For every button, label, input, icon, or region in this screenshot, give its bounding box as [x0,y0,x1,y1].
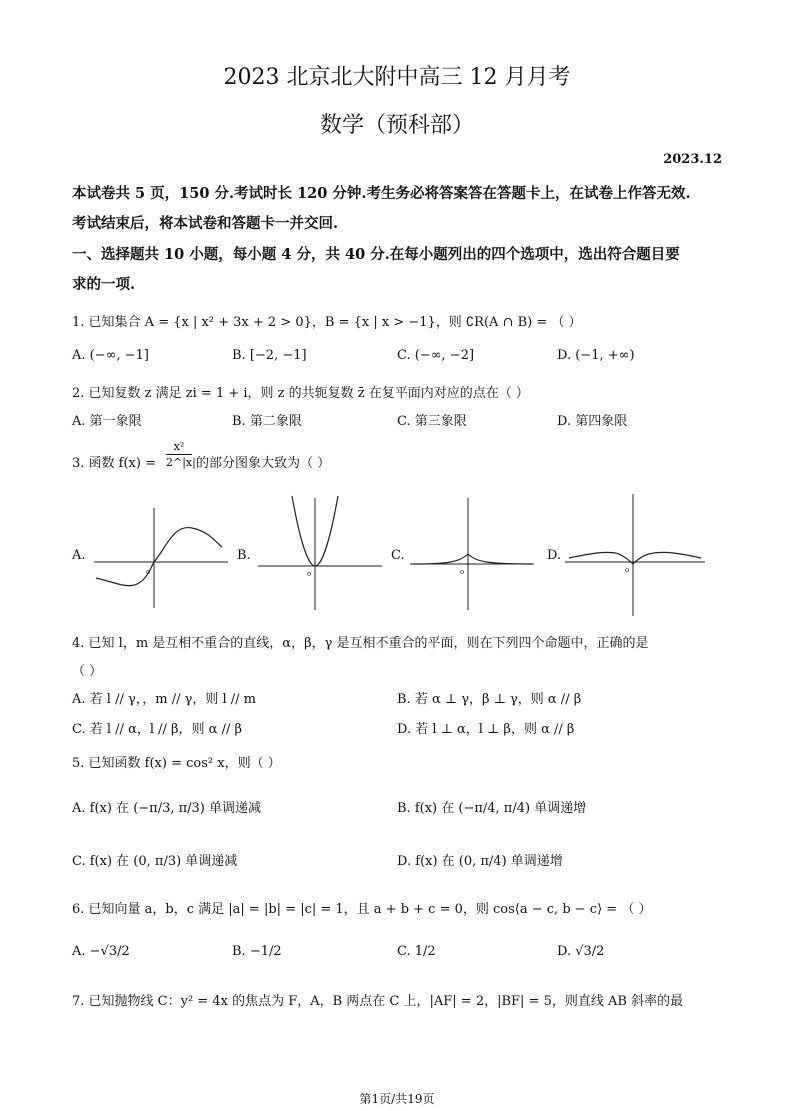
question-2-option-d: D. 第四象限 [557,414,628,429]
question-1-option-b: B. [−2, −1] [232,348,307,363]
question-2-stem: 2. 已知复数 z 满足 zi = 1 + i，则 z 的共轭复数 z̄ 在复平面内对应的点在（ ） [72,386,529,401]
question-3-stem-prefix: 3. 函数 f(x) = [72,456,156,471]
question-3-stem-suffix: 的部分图象大致为（ ） [196,456,331,471]
question-5-option-a: A. f(x) 在 (−π/3, π/3) 单调递减 [72,801,262,816]
question-3-graph-a [92,500,232,610]
question-3-graph-d [563,492,708,617]
question-3-option-c-label: C. [391,548,405,563]
question-4-option-a: A. 若 l // γ，，m // γ，则 l // m [72,692,256,707]
exam-date: 2023.12 [663,152,722,167]
question-1-stem: 1. 已知集合 A = {x | x² + 3x + 2 > 0}，B = {x | x > −1}，则 ∁R(A ∩ B) = （ ） [72,315,582,330]
question-2-option-a: A. 第一象限 [72,414,142,429]
svg-text:o: o [307,570,312,578]
page-footer: 第1页/共19页 [359,1092,435,1106]
question-3-graph-b [256,492,386,612]
question-6-option-c: C. 1/2 [397,944,436,959]
question-3-option-a-label: A. [72,548,86,563]
question-5-stem: 5. 已知函数 f(x) = cos² x，则（ ） [72,756,281,771]
question-3-graph-c [408,492,538,612]
question-2-option-c: C. 第三象限 [397,414,467,429]
section-heading-line-1: 一、选择题共 10 小题，每小题 4 分，共 40 分.在每小题列出的四个选项中，选出符合题目要 [72,246,680,263]
instructions-line-2: 考试结束后，将本试卷和答题卡一并交回. [72,215,339,232]
question-4-option-d: D. 若 l ⊥ α，l ⊥ β，则 α // β [397,722,575,737]
question-1-option-a: A. (−∞, −1] [72,348,149,363]
question-3-fraction [166,440,196,469]
page-title: 2023 北京北大附中高三 12 月月考 [223,65,571,90]
question-5-option-c: C. f(x) 在 (0, π/3) 单调递减 [72,854,238,869]
section-heading-line-2: 求的一项. [72,276,136,293]
question-4-option-b: B. 若 α ⊥ γ，β ⊥ γ，则 α // β [397,692,582,707]
question-5-option-b: B. f(x) 在 (−π/4, π/4) 单调递增 [397,801,587,816]
question-2-option-b: B. 第二象限 [232,414,302,429]
svg-text:o: o [460,568,465,576]
question-5-option-d: D. f(x) 在 (0, π/4) 单调递增 [397,854,563,869]
question-7-stem: 7. 已知抛物线 C：y² = 4x 的焦点为 F，A，B 两点在 C 上，|AF| = 2，|BF| = 5，则直线 AB 斜率的最 [72,994,684,1009]
question-6-option-b: B. −1/2 [232,944,282,959]
question-3-fraction-denominator: 2^|x| [166,456,196,469]
instructions-line-1: 本试卷共 5 页，150 分.考试时长 120 分钟.考生务必将答案答在答题卡上，在试卷上作答无效. [72,185,691,202]
question-6-option-a: A. −√3/2 [72,944,130,959]
page-subtitle: 数学（预科部） [319,113,474,138]
question-3-option-b-label: B. [237,548,251,563]
question-4-stem-line-1: 4. 已知 l，m 是互相不重合的直线，α，β，γ 是互相不重合的平面，则在下列四个命题中，正确的是 [72,636,649,651]
question-3-fraction-numerator: x² [166,440,192,455]
question-6-option-d: D. √3/2 [557,944,605,959]
svg-text:o: o [625,566,630,574]
question-1-option-c: C. (−∞, −2] [397,348,475,363]
question-4-stem-line-2: （ ） [72,664,103,679]
question-1-option-d: D. (−1, +∞) [557,348,635,363]
question-6-stem: 6. 已知向量 a，b，c 满足 |a| = |b| = |c| = 1，且 a + b + c = 0，则 cos⟨a − c, b − c⟩ = （ ） [72,902,652,917]
question-4-option-c: C. 若 l // α，l // β，则 α // β [72,722,242,737]
question-3-option-d-label: D. [547,548,562,563]
svg-text:o: o [146,568,151,576]
